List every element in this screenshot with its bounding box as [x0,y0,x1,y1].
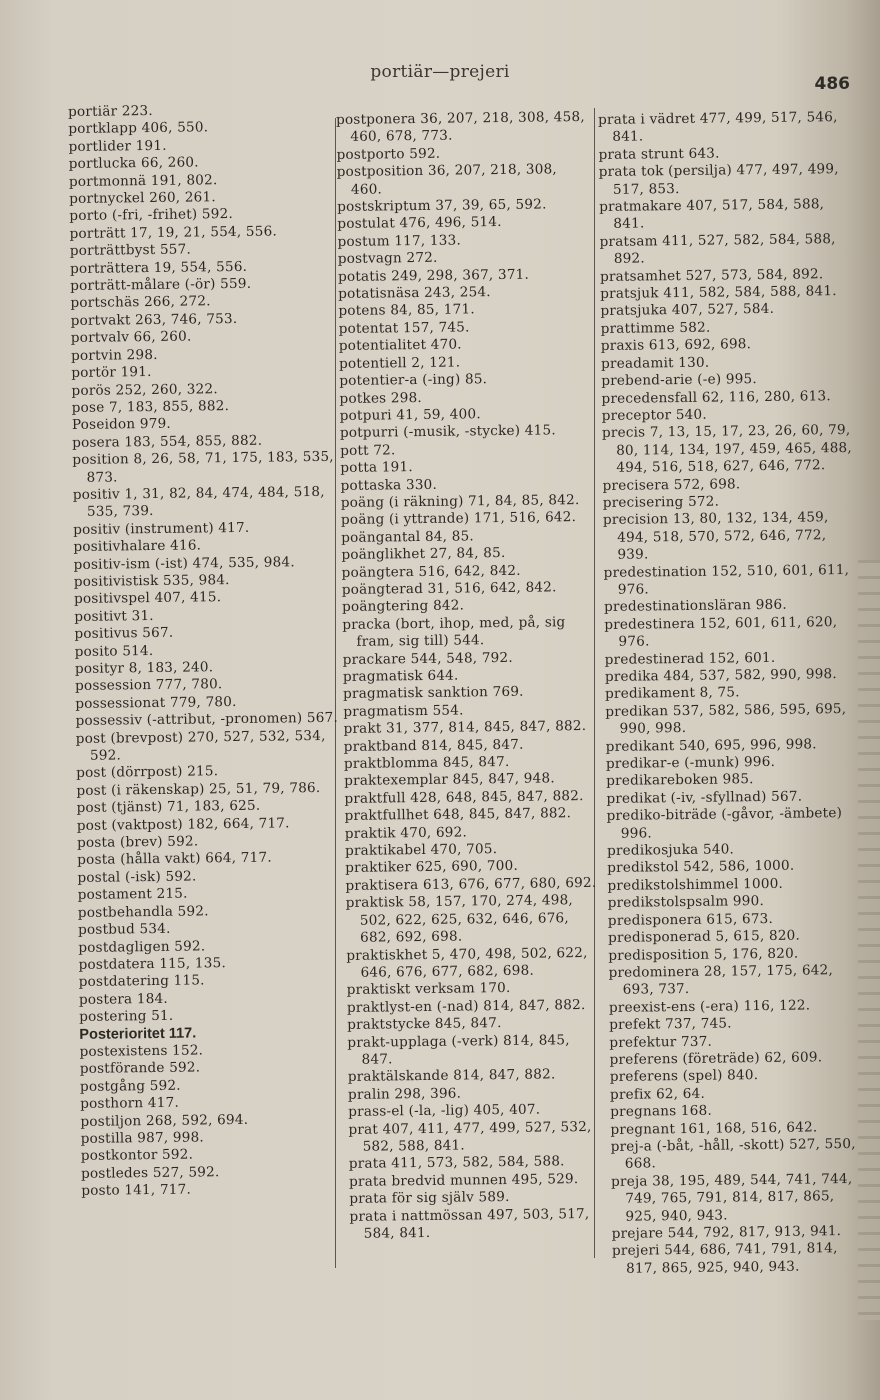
index-entry: posito 514. [74,642,154,660]
index-entry: potatis 249, 298, 367, 371. [337,266,530,285]
index-entry: poänglikhet 27, 84, 85. [341,545,506,564]
index-entry: portmonnä 191, 802. [68,171,218,190]
index-entry: prata 411, 573, 582, 584, 588. [348,1153,565,1173]
index-entry: posthorn 417. [80,1094,180,1113]
index-entry: prejare 544, 792, 817, 913, 941. [611,1223,842,1242]
index-entry: predikant 540, 695, 996, 998. [605,736,817,755]
index-entry: postposition 36, 207, 218, 308, 460. [336,161,558,198]
index-entry: preferens (företräde) 62, 609. [609,1049,823,1068]
index-entry: porträttbyst 557. [69,241,192,260]
index-entry: pratsjuk 411, 582, 584, 588, 841. [600,283,837,303]
index-entry: prakt 31, 377, 814, 845, 847, 882. [343,718,587,738]
index-entry: possessiv (-attribut, -pronomen) 567. [75,709,339,730]
index-entry: poängtering 842. [341,597,465,616]
index-entry: prebend-arie (-e) 995. [601,371,757,390]
index-entry: potpurri (-musik, -stycke) 415. [339,422,556,442]
index-entry: praktik 470, 692. [344,824,468,842]
index-entry: praktband 814, 845, 847. [343,736,524,755]
index-entry: positiv-ism (-ist) 474, 535, 984. [73,553,295,573]
index-entry: potatisnäsa 243, 254. [338,284,491,303]
index-entry: postal (-isk) 592. [77,868,197,886]
index-entry: positivhalare 416. [73,537,202,556]
index-entry: preferens (spel) 840. [609,1067,759,1086]
index-entry: prefix 62, 64. [609,1085,706,1103]
index-entry: predisponerad 5, 615, 820. [607,927,801,947]
index-entry: portvin 298. [70,346,158,364]
index-entry: predestinationsläran 986. [603,597,787,616]
index-entry: positiv (instrument) 417. [73,519,250,538]
index-entry: postbud 534. [77,920,171,939]
index-entry: praktfull 428, 648, 845, 847, 882. [344,787,584,807]
index-entry: precision 13, 80, 132, 134, 459, 494, 518, 570, 572, 646, 772, 939. [602,509,829,563]
running-head: portiär—prejeri [370,62,510,82]
index-entry: praktiskhet 5, 470, 498, 502, 622, 646, 676, 677, 682, 698. [346,944,588,981]
index-entry: precis 7, 13, 15, 17, 23, 26, 60, 79, 80, 114, 134, 197, 459, 465, 488, 494, 516, 518, 627, 646, 772. [601,422,852,476]
index-entry: positivistisk 535, 984. [73,572,230,590]
index-entry: praktikabel 470, 705. [344,841,498,860]
index-entry: potpuri 41, 59, 400. [339,406,481,424]
index-column-3 [598,109,862,1278]
index-entry: precisera 572, 698. [602,475,741,494]
index-entry: post (tjänst) 71, 183, 625. [76,797,261,817]
index-entry: predestinerad 152, 601. [604,649,776,668]
index-entry: pregnant 161, 168, 516, 642. [610,1118,818,1138]
index-entry: postvagn 272. [337,250,438,268]
index-entry: prej-a (-båt, -håll, -skott) 527, 550, 668. [610,1135,856,1173]
index-entry: possession 777, 780. [75,676,223,695]
index-entry: postdatera 115, 135. [78,955,227,973]
index-entry: predikament 8, 75. [605,684,740,703]
index-entry: predestinera 152, 601, 611, 620, 976. [604,613,838,650]
index-entry: poängantal 84, 85. [341,528,474,546]
index-entry: posityr 8, 183, 240. [74,659,214,677]
index-entry: posera 183, 554, 855, 882. [72,432,263,451]
index-entry: precedensfall 62, 116, 280, 613. [601,387,831,407]
index-entry: pott 72. [340,442,396,459]
index-entry: porträttera 19, 554, 556. [69,258,248,277]
index-entry: prata i nattmössan 497, 503, 517, 584, 841. [349,1205,590,1242]
index-entry: posto 141, 717. [81,1181,192,1200]
index-entry: prattimme 582. [600,319,711,337]
index-entry: potentialitet 470. [338,336,462,355]
index-entry: preadamit 130. [600,354,710,372]
index-entry: post (dörrpost) 215. [76,763,219,782]
index-entry: positivus 567. [74,624,174,643]
page-number: 486 [814,74,850,94]
index-entry: postförande 592. [79,1059,201,1078]
index-entry: potkes 298. [339,389,422,407]
index-entry: prejeri 544, 686, 741, 791, 814, 817, 865, 925, 940, 943. [611,1240,838,1277]
index-entry: predikosjuka 540. [606,841,735,860]
index-entry: porträtt-målare (-ör) 559. [70,275,252,295]
index-entry: prata i vädret 477, 499, 517, 546, 841. [598,109,838,146]
index-entry: praktiskt verksam 170. [346,980,511,999]
page-edge-thumb-index [858,560,880,1320]
index-entry: portvakt 263, 746, 753. [70,310,238,329]
index-entry: potentier-a (-ing) 85. [339,371,488,390]
index-entry: poängterad 31, 516, 642, 842. [341,579,557,598]
index-entry: precisering 572. [602,493,720,511]
index-entry: praktfullhet 648, 845, 847, 882. [344,805,572,825]
index-entry: postdagligen 592. [78,937,206,956]
index-entry: predikstolshimmel 1000. [607,875,784,894]
index-entry: positivspel 407, 415. [73,589,222,608]
index-entry: praktlyst-en (-nad) 814, 847, 882. [346,996,586,1016]
index-entry: porto (-fri, -frihet) 592. [69,206,234,225]
index-entry: postledes 527, 592. [80,1164,220,1182]
index-entry: predisponera 615, 673. [607,910,774,929]
index-entry: post (brevpost) 270, 527, 532, 534, 592. [75,727,326,764]
index-entry: prakt-upplaga (-verk) 814, 845, 847. [347,1031,570,1068]
index-entry: portör 191. [71,364,152,382]
index-entry: predikstol 542, 586, 1000. [607,858,795,877]
index-entry: portvalv 66, 260. [70,328,192,347]
index-entry: pragmatisk sanktion 769. [343,684,524,703]
index-entry: praktälskande 814, 847, 882. [347,1066,556,1086]
index-entry: postskriptum 37, 39, 65, 592. [337,196,547,216]
index-entry: postponera 36, 207, 218, 308, 458, 460, 678, 773. [336,108,585,146]
index-entry: portschäs 266, 272. [70,293,211,312]
index-entry: postulat 476, 496, 514. [337,214,502,233]
index-entry: porträtt 17, 19, 21, 554, 556. [69,223,278,242]
index-entry: postum 117, 133. [337,232,462,250]
index-entry: predominera 28, 157, 175, 642, 693, 737. [608,962,834,999]
index-entry: preja 38, 195, 489, 544, 741, 744, 749, 765, 791, 814, 817, 865, 925, 940, 943. [610,1170,853,1225]
index-entry: prefekt 737, 745. [609,1015,732,1034]
index-entry: poängtera 516, 642, 842. [341,562,521,581]
index-entry: pratsamhet 527, 573, 584, 892. [599,265,824,285]
index-entry: postiljon 268, 592, 694. [80,1111,249,1130]
index-entry: potens 84, 85, 171. [338,301,475,320]
index-entry: praktiker 625, 690, 700. [345,858,519,877]
index-entry: postbehandla 592. [77,903,209,921]
index-entry: predika 484, 537, 582, 990, 998. [604,666,837,685]
index-entry: prackare 544, 548, 792. [342,649,513,668]
index-entry: pratmakare 407, 517, 584, 588, 841. [599,196,825,233]
index-entry: predikstolspsalm 990. [607,893,765,912]
index-entry: potta 191. [340,459,413,477]
index-entry: preexist-ens (-era) 116, 122. [608,997,811,1016]
index-entry: postilla 987, 998. [80,1129,204,1147]
index-entry: prata tok (persilja) 477, 497, 499, 517, 853. [598,161,839,198]
index-entry: poäng (i räkning) 71, 84, 85, 842. [340,491,580,511]
index-column-1 [68,101,353,1201]
index-entry: preceptor 540. [601,406,707,424]
index-entry: postering 51. [79,1007,174,1026]
index-entry: position 8, 26, 58, 71, 175, 183, 535, 873. [72,448,334,486]
index-entry: praktstycke 845, 847. [347,1015,502,1034]
index-entry: postporto 592. [336,145,441,163]
index-entry: pratsjuka 407, 527, 584. [600,301,775,320]
index-entry: Poseidon 979. [71,416,172,434]
index-entry: post (i räkenskap) 25, 51, 79, 786. [76,779,321,799]
index-entry: predikareboken 985. [606,771,754,790]
index-entry: postdatering 115. [78,972,205,991]
index-entry: pragmatism 554. [343,702,464,720]
index-entry: prata bredvid munnen 495, 529. [348,1170,579,1190]
index-entry: pralin 298, 396. [347,1085,462,1103]
index-entry: pratsam 411, 527, 582, 584, 588, 892. [599,230,836,268]
index-entry: praktblomma 845, 847. [343,753,510,772]
index-entry: praktisera 613, 676, 677, 680, 692. [345,874,597,894]
index-entry: postgång 592. [79,1077,181,1095]
index-entry: predikan 537, 582, 586, 595, 695, 990, 998. [605,700,847,738]
index-entry: pottaska 330. [340,476,438,494]
index-entry: prat 407, 411, 477, 499, 527, 532, 582, 588, 841. [348,1118,592,1155]
index-entry: prediko-biträde (-gåvor, -ämbete) 996. [606,805,843,842]
index-entry: positivt 31. [74,607,154,625]
index-entry: positiv 1, 31, 82, 84, 474, 484, 518, 535, 739. [72,483,325,521]
index-entry: portnyckel 260, 261. [69,189,216,208]
index-column-2 [336,109,604,1243]
index-entry: prata strunt 643. [598,145,720,163]
index-entry: potentat 157, 745. [338,319,470,337]
index-entry: postkontor 592. [80,1146,194,1165]
index-entry: postexistens 152. [79,1042,204,1060]
index-entry: praxis 613, 692, 698. [600,336,752,355]
index-entry: posta (hålla vakt) 664, 717. [77,850,272,869]
index-entry: portlider 191. [68,137,167,155]
index-entry: praktisk 58, 157, 170, 274, 498, 502, 622, 625, 632, 646, 676, 682, 692, 698. [345,892,574,946]
index-entry: portiär 223. [68,102,153,120]
index-entry: portklapp 406, 550. [68,119,209,138]
index-entry: post (vaktpost) 182, 664, 717. [76,815,290,834]
index-entry: prefektur 737. [609,1033,713,1051]
index-entry: pracka (bort, ihop, med, på, sig fram, sig till) 544. [342,614,566,650]
index-entry: possessionat 779, 780. [75,693,237,712]
index-entry: prata för sig själv 589. [349,1189,510,1208]
index-entry: Posterioritet 117. [79,1025,197,1043]
index-entry: predisposition 5, 176, 820. [608,945,799,964]
index-entry: pragmatisk 644. [342,667,459,685]
index-entry: postament 215. [77,885,188,904]
index-entry: prass-el (-la, -lig) 405, 407. [348,1101,541,1121]
index-entry: poäng (i yttrande) 171, 516, 642. [340,509,577,529]
index-entry: potentiell 2, 121. [338,354,461,372]
index-entry: praktexemplar 845, 847, 948. [344,770,555,790]
index-entry: pregnans 168. [610,1102,713,1121]
index-entry: posta (brev) 592. [76,833,199,852]
index-entry: portlucka 66, 260. [68,154,199,173]
index-entry: predikat (-iv, -sfyllnad) 567. [606,788,803,807]
index-entry: porös 252, 260, 322. [71,380,218,399]
index-entry: predestination 152, 510, 601, 611, 976. [603,561,850,598]
index-entry: predikar-e (-munk) 996. [605,753,776,772]
index-entry: postera 184. [78,990,169,1008]
index-entry: pose 7, 183, 855, 882. [71,397,230,416]
